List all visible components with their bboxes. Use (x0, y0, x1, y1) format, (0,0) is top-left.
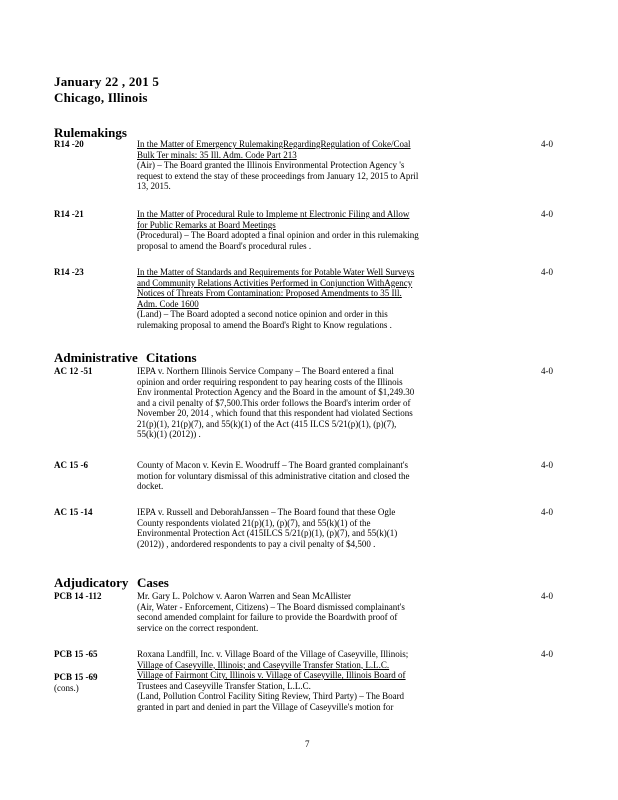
case-title-line: Bulk Ter minals: 35 Ill. Adm. Code Part 213 (137, 149, 297, 160)
section-heading-rulemakings: Rulemakings (54, 125, 127, 140)
description-line: motion for voluntary dismissal of this administrative citation and closed the (137, 470, 410, 481)
description-line: County of Macon v. Kevin E. Woodruff – The Board granted complainant's (137, 460, 409, 470)
vote-count: 4-0 (541, 366, 553, 376)
vote-count: 4-0 (541, 139, 553, 149)
entry-description (137, 366, 449, 440)
description-line: 21(p)(1), 21(p)(7), and 55(k)(1) of the Act (415 ILCS 5/21(p)(1), (p)(7), (137, 418, 397, 429)
docket-number: R14 -23 (54, 267, 84, 277)
description-line: (Land, Pollution Control Facility Siting Review, Third Party) – The Board (137, 691, 405, 701)
docket-number: R14 -20 (54, 139, 84, 149)
docket-number: AC 12 -51 (54, 366, 93, 376)
description-line: County respondents violated 21(p)(1), (p)(7), and 55(k)(1) of the (137, 517, 371, 528)
entry-description (137, 460, 449, 492)
case-title-line: Notices of Threats From Contamination: Proposed Amendments to 35 Ill. (137, 288, 402, 298)
page-number: 7 (305, 739, 310, 749)
docket-number: AC 15 -6 (54, 460, 88, 470)
section-heading-citations: Citations (146, 350, 197, 365)
description-line: IEPA v. Northern Illinois Service Company – The Board entered a final (137, 366, 394, 376)
case-title-line: Village of Caseyville, Illinois; and Caseyville Transfer Station, L.L.C. (137, 659, 390, 670)
vote-count: 4-0 (541, 591, 553, 601)
description-line: IEPA v. Russell and DeborahJanssen – The Board found that these Ogle (137, 507, 396, 517)
entry-description (137, 591, 449, 633)
description-line: (2012)) , andordered respondents to pay a civil penalty of $4,500 . (137, 538, 376, 549)
description-line: granted in part and denied in part the Village of Caseyville's motion for (137, 701, 394, 712)
docket-number: PCB 14 -112 (54, 591, 102, 601)
description-line: 55(k)(1) (2012)) . (137, 429, 201, 439)
section-heading-cases: Cases (137, 575, 169, 590)
description-line: Roxana Landfill, Inc. v. Village Board of the Village of Caseyville, Illinois; (137, 649, 409, 659)
docket-number-consolidated: PCB 15 -69 (54, 672, 98, 682)
section-heading-adjudicatory: Adjudicatory (54, 575, 129, 590)
description-line: opinion and order requiring respondent to pay hearing costs of the Illinois (137, 376, 403, 387)
case-title-line: for Public Remarks at Board Meetings (137, 219, 276, 230)
description-line: rulemaking proposal to amend the Board's Right to Know regulations . (137, 319, 392, 330)
case-title-line: In the Matter of Emergency RulemakingRegardingRegulation of Coke/Coal (137, 139, 411, 149)
docket-number: PCB 15 -65 (54, 649, 98, 659)
description-line: proposal to amend the Board's procedural rules . (137, 240, 312, 251)
meeting-date: January 22 , 201 5 (54, 74, 160, 89)
case-title-line: In the Matter of Procedural Rule to Impleme nt Electronic Filing and Allow (137, 209, 410, 219)
vote-count: 4-0 (541, 460, 553, 470)
description-line: (Air) – The Board granted the Illinois Environmental Protection Agency 's (137, 160, 405, 170)
case-title-line: In the Matter of Standards and Requirements for Potable Water Well Surveys (137, 267, 415, 277)
docket-number: R14 -21 (54, 209, 84, 219)
vote-count: 4-0 (541, 209, 553, 219)
vote-count: 4-0 (541, 267, 553, 277)
meeting-location: Chicago, Illinois (54, 90, 148, 105)
description-line: (Land) – The Board adopted a second notice opinion and order in this (137, 309, 388, 319)
description-line: Trustees and Caseyville Transfer Station, L.L.C. (137, 680, 311, 691)
vote-count: 4-0 (541, 507, 553, 517)
description-line: second amended complaint for failure to provide the Boardwith proof of (137, 612, 398, 622)
entry-description (137, 649, 449, 712)
case-title-line: and Community Relations Activities Performed in Conjunction WithAgency (137, 277, 413, 288)
case-title-line: Adm. Code 1600 (137, 298, 199, 309)
entry-description (137, 209, 449, 251)
description-line: docket. (137, 481, 164, 491)
entry-description (137, 267, 449, 330)
description-line: request to extend the stay of these proceedings from January 12, 2015 to April (137, 170, 419, 181)
description-line: service on the correct respondent. (137, 622, 259, 633)
entry-description (137, 139, 449, 192)
description-line: and a civil penalty of $7,500.This order follows the Board's interim order of (137, 397, 411, 408)
case-title-line: Village of Fairmont City, Illinois v. Village of Caseyville, Illinois Board of (137, 670, 406, 680)
description-line: Environmental Protection Act (415ILCS 5/21(p)(1), (p)(7), and 55(k)(1) (137, 528, 398, 538)
description-line: 13, 2015. (137, 181, 171, 191)
consolidated-label: (cons.) (54, 683, 79, 693)
description-line: Mr. Gary L. Polchow v. Aaron Warren and Sean McAllister (137, 591, 351, 601)
section-heading-administrative: Administrative (54, 350, 138, 365)
description-line: (Air, Water - Enforcement, Citizens) – The Board dismissed complainant's (137, 601, 405, 612)
entry-description (137, 507, 449, 549)
description-line: Env ironmental Protection Agency and the Board in the amount of $1,249.30 (137, 387, 415, 397)
description-line: November 20, 2014 , which found that this respondent had violated Sections (137, 408, 413, 418)
description-line: (Procedural) – The Board adopted a final opinion and order in this rulemaking (137, 230, 419, 240)
docket-number: AC 15 -14 (54, 507, 93, 517)
vote-count: 4-0 (541, 649, 553, 659)
